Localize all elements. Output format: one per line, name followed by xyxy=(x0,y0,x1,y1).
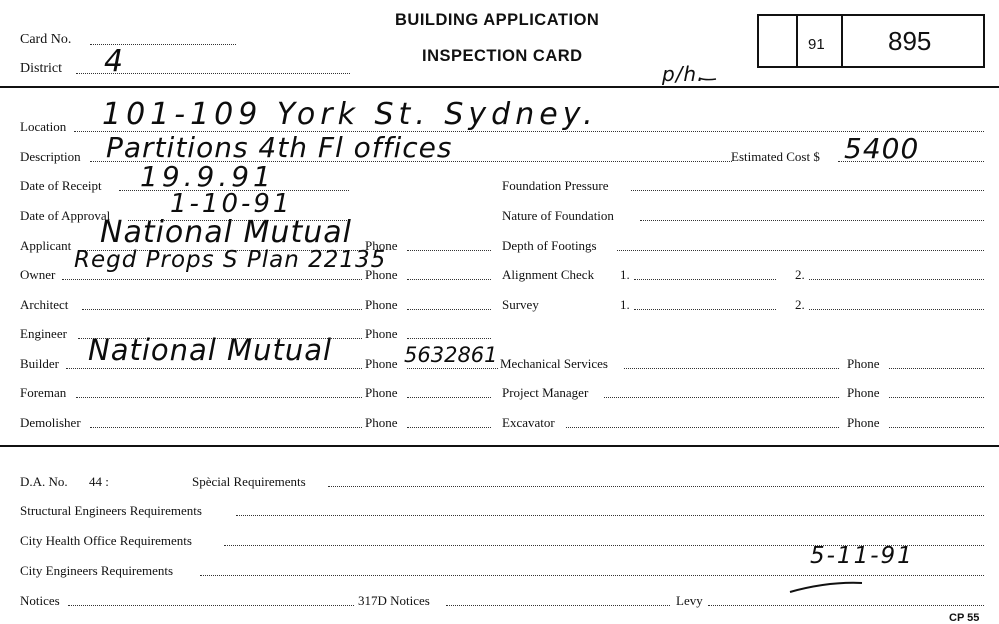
engineer-label: Engineer xyxy=(20,326,67,341)
alignment-check-1-label: 1. xyxy=(620,267,630,282)
district-label: District xyxy=(20,61,62,76)
foreman-label: Foreman xyxy=(20,385,67,400)
mechanical-services-phone-label: Phone xyxy=(847,356,880,371)
project-manager-phone-label: Phone xyxy=(847,385,880,400)
foreman-phone-label: Phone xyxy=(365,385,398,400)
demolisher-phone-label: Phone xyxy=(365,415,398,430)
foundation-pressure-label: Foundation Pressure xyxy=(502,178,609,193)
location-value: 101-109 York St. Sydney. xyxy=(102,97,598,132)
applicant-phone-label: Phone xyxy=(365,238,398,253)
levy-label: Levy xyxy=(676,593,703,608)
form-code: CP 55 xyxy=(949,612,980,624)
location-label: Location xyxy=(20,119,67,134)
builder-phone-value: 5632861 xyxy=(404,343,498,367)
engineer-phone-label: Phone xyxy=(365,326,398,341)
da-no-label: D.A. No. xyxy=(20,474,68,489)
description-value: Partitions 4th Fl offices xyxy=(106,131,453,164)
special-requirements-label: Spècial Requirements xyxy=(192,474,306,489)
architect-phone-label: Phone xyxy=(365,297,398,312)
317d-notices-label: 317D Notices xyxy=(358,593,430,608)
alignment-check-2-label: 2. xyxy=(795,267,805,282)
da-no-value: 44 : xyxy=(89,474,109,489)
city-engineers-date: 5-11-91 xyxy=(810,543,914,569)
box-small-number: 91 xyxy=(808,36,825,53)
title-inspection-card: INSPECTION CARD xyxy=(422,47,583,65)
survey-label: Survey xyxy=(502,297,539,312)
alignment-check-label: Alignment Check xyxy=(502,267,595,282)
date-of-receipt-label: Date of Receipt xyxy=(20,178,102,193)
structural-engineers-label: Structural Engineers Requirements xyxy=(20,503,202,518)
excavator-label: Excavator xyxy=(502,415,555,430)
date-of-approval-value: 1-10-91 xyxy=(170,189,293,219)
owner-label: Owner xyxy=(20,267,56,282)
owner-phone-label: Phone xyxy=(365,267,398,282)
owner-value: Regd Props S Plan 22135 xyxy=(74,247,387,273)
excavator-phone-label: Phone xyxy=(847,415,880,430)
builder-value: National Mutual xyxy=(88,333,333,367)
architect-label: Architect xyxy=(20,297,69,312)
mechanical-services-label: Mechanical Services xyxy=(500,356,608,371)
estimated-cost-label: Estimated Cost $ xyxy=(731,149,820,164)
box-large-number: 895 xyxy=(888,26,932,56)
card-no-label: Card No. xyxy=(20,32,72,47)
applicant-label: Applicant xyxy=(20,238,72,253)
survey-2-label: 2. xyxy=(795,297,805,312)
city-health-office-label: City Health Office Requirements xyxy=(20,533,192,548)
initials-stroke xyxy=(699,78,716,80)
builder-phone-label: Phone xyxy=(365,356,398,371)
nature-of-foundation-label: Nature of Foundation xyxy=(502,208,614,223)
initials-handwritten: p/h. xyxy=(662,62,705,86)
project-manager-label: Project Manager xyxy=(502,385,589,400)
signature-stroke xyxy=(790,583,862,592)
date-of-approval-label: Date of Approval xyxy=(20,208,111,223)
survey-1-label: 1. xyxy=(620,297,630,312)
notices-label: Notices xyxy=(20,593,60,608)
description-label: Description xyxy=(20,149,81,164)
estimated-cost-value: 5400 xyxy=(844,132,920,165)
depth-of-footings-label: Depth of Footings xyxy=(502,238,597,253)
title-building-application: BUILDING APPLICATION xyxy=(395,11,600,29)
builder-label: Builder xyxy=(20,356,59,371)
district-value: 4 xyxy=(104,44,125,79)
date-of-receipt-value: 19.9.91 xyxy=(140,160,275,193)
city-engineers-label: City Engineers Requirements xyxy=(20,563,174,578)
demolisher-label: Demolisher xyxy=(20,415,81,430)
applicant-value: National Mutual xyxy=(100,215,352,250)
